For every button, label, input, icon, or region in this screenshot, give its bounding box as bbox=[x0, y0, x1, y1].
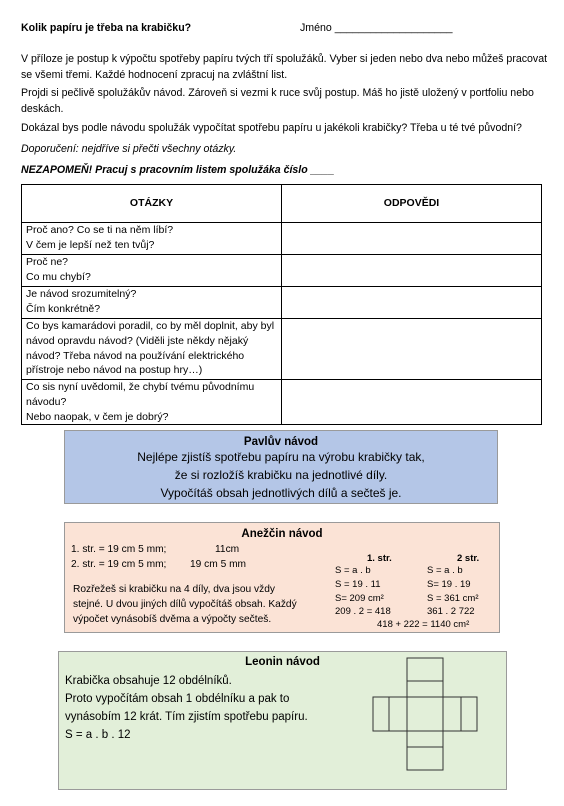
table-header-row bbox=[22, 185, 542, 223]
leon-title: Leonin návod bbox=[245, 656, 320, 668]
net-panel bbox=[461, 697, 477, 731]
net-panel bbox=[407, 681, 443, 697]
leon-instructions-box bbox=[58, 651, 507, 790]
anezka-col1-line: S = 19 . 11 bbox=[335, 579, 381, 590]
pavel-title: Pavlův návod bbox=[243, 436, 319, 448]
column-header-questions: OTÁZKY bbox=[22, 185, 282, 223]
table-row bbox=[22, 255, 542, 287]
intro-paragraph-3: Dokázal bys podle návodu spolužák vypočítat spotřebu papíru u jakékoli krabičky? Třeba u té tvé původní? bbox=[21, 122, 522, 134]
table-row bbox=[22, 319, 542, 380]
answer-cell[interactable] bbox=[282, 255, 542, 287]
anezka-col2-line: S= 19 . 19 bbox=[427, 579, 471, 590]
anezka-text-line: Rozřežeš si krabičku na 4 díly, dva jsou vždy bbox=[73, 584, 275, 595]
pavel-line: že si rozložíš krabičku na jednotlivé díly. bbox=[174, 468, 388, 482]
intro-paragraph-1: V příloze je postup k výpočtu spotřeby papíru tvých tří spolužáků. Vyber si jeden nebo dva nebo můžeš pracovat se všemi třemi. Každé hodnocení zpracuj na zvláštní list. bbox=[21, 53, 548, 81]
reminder: NEZAPOMEŇ! Pracuj s pracovním listem spolužáka číslo ____ bbox=[21, 164, 335, 176]
answer-cell[interactable] bbox=[282, 319, 542, 380]
anezka-col2-line: S = a . b bbox=[427, 565, 463, 576]
leon-line: vynásobím 12 krát. Tím zjistím spotřebu papíru. bbox=[65, 711, 308, 723]
column-header-answers: ODPOVĚDI bbox=[282, 185, 542, 223]
question-cell: Co sis nyní uvědomil, že chybí tvému původnímu návodu? Nebo naopak, v čem je dobrý? bbox=[22, 380, 282, 425]
leon-line: S = a . b . 12 bbox=[65, 729, 131, 741]
table-row bbox=[22, 223, 542, 255]
anezka-title: Anežčin návod bbox=[241, 528, 323, 540]
pavel-line: Nejlépe zjistíš spotřebu papíru na výrobu krabičky tak, bbox=[137, 450, 425, 464]
anezka-col1-line: S = a . b bbox=[335, 565, 371, 576]
anezka-side-1: 1. str. = 19 cm 5 mm; bbox=[71, 544, 167, 555]
net-panel bbox=[407, 697, 443, 731]
worksheet-title: Kolik papíru je třeba na krabičku? bbox=[21, 22, 192, 34]
question-cell: Co bys kamarádovi poradil, co by měl doplnit, aby byl návod opravdu návod? (Viděli jste někdy nějaký návod? Třeba návod na používání elektrického přístroje nebo návod na postup hry…) bbox=[22, 319, 282, 380]
table-row bbox=[22, 380, 542, 425]
net-panel bbox=[407, 747, 443, 770]
pavel-instructions-box bbox=[64, 430, 498, 504]
questions-table bbox=[21, 184, 542, 425]
anezka-side-1-value: 11cm bbox=[215, 544, 240, 555]
anezka-side-2: 2. str. = 19 cm 5 mm; bbox=[71, 559, 167, 570]
net-panel bbox=[407, 731, 443, 747]
recommendation: Doporučení: nejdříve si přečti všechny otázky. bbox=[21, 143, 237, 155]
leon-line: Proto vypočítám obsah 1 obdélníku a pak to bbox=[65, 693, 290, 705]
anezka-instructions-box bbox=[64, 522, 500, 633]
table-row bbox=[22, 287, 542, 319]
leon-line: Krabička obsahuje 12 obdélníků. bbox=[65, 675, 232, 687]
anezka-col1-title: 1. str. bbox=[367, 553, 392, 564]
net-panel bbox=[443, 697, 461, 731]
intro-paragraph-2: Projdi si pečlivě spolužákův návod. Zároveň si vezmi k ruce svůj postup. Máš ho jistě uložený v portfoliu nebo deskách. bbox=[21, 87, 534, 115]
net-panel bbox=[389, 697, 407, 731]
answer-cell[interactable] bbox=[282, 380, 542, 425]
answer-cell[interactable] bbox=[282, 223, 542, 255]
net-panel bbox=[407, 658, 443, 681]
anezka-col2-title: 2 str. bbox=[457, 553, 480, 564]
anezka-text-line: výpočet vynásobíš dvěma a výpočty sečteš. bbox=[73, 614, 272, 625]
question-cell: Je návod srozumitelný? Čím konkrétně? bbox=[22, 287, 282, 319]
anezka-side-2-value: 19 cm 5 mm bbox=[190, 559, 247, 570]
anezka-col1-line: 209 . 2 = 418 bbox=[335, 606, 391, 617]
question-cell: Proč ano? Co se ti na něm líbí? V čem je lepší než ten tvůj? bbox=[22, 223, 282, 255]
anezka-col1-line: S= 209 cm² bbox=[335, 593, 384, 604]
anezka-col2-line: 361 . 2 722 bbox=[427, 606, 475, 617]
anezka-col2-line: S = 361 cm² bbox=[427, 593, 479, 604]
question-cell: Proč ne? Co mu chybí? bbox=[22, 255, 282, 287]
anezka-total: 418 + 222 = 1140 cm² bbox=[377, 619, 470, 630]
name-field-label: Jméno ____________________ bbox=[300, 22, 453, 34]
pavel-line: Vypočítáš obsah jednotlivých dílů a sečteš je. bbox=[160, 486, 402, 500]
box-net-diagram bbox=[371, 656, 501, 776]
net-panel bbox=[373, 697, 389, 731]
answer-cell[interactable] bbox=[282, 287, 542, 319]
anezka-text-line: stejné. U dvou jiných dílů vypočítáš obsah. Každý bbox=[73, 599, 297, 610]
